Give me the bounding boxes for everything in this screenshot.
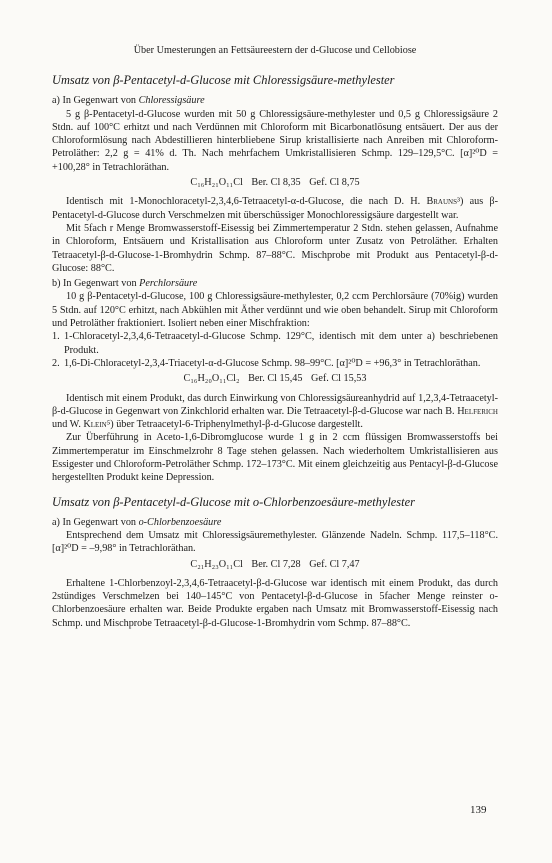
identity-b-text-2: und W. (52, 419, 81, 431)
identity-a-text-2: ³) aus β-Pentacetyl-d-Glucose durch Verschmelzen mit überschüssiger Monochloressigsäure dargestellt war. (52, 196, 498, 221)
author-brauns: Brauns (426, 196, 457, 208)
subsection-b-heading (52, 277, 498, 290)
paragraph-dibromglucose: Zur Überführung in Aceto-1,6-Dibromglucose wurde 1 g in 2 ccm flüssigen Bromwasserstoffs bei Zimmertemperatur im Einschmelzrohr 8 Tage stehen gelassen. Nach wiederholtem Umkristallisieren aus Essigester und Chloroform-Petroläther Schmp. 172–173°C. Mit einem gleichzeitig aus Pentacyl-β-d-Glucose hergestellten Produkt keine Depression. (52, 432, 498, 484)
identity-b-text-1: Identisch mit einem Produkt, das durch Einwirkung von Chloressigsäureanhydrid auf 1,2,3,4-Tetraacetyl-β-d-Glucose in Gegenwart von Zinkchlorid erhalten war. Die Tetraacetyl-β-d-Glucose war nach B. (52, 392, 498, 417)
subsection-2a-reagent: o-Chlorbenzoesäure (138, 516, 222, 528)
formula-2a (52, 558, 498, 571)
author-klein: Klein (83, 419, 107, 431)
formula-2a-calculated: Ber. Cl 7,28 (251, 558, 301, 570)
subsection-2a-heading (52, 516, 498, 529)
formula-a-calculated: Ber. Cl 8,35 (251, 177, 301, 189)
section-title-chlorbenzoe: Umsatz von β-Pentacetyl-d-Glucose mit o-Chlorbenzoesäure-methylester (52, 494, 415, 509)
page-number: 139 (470, 804, 487, 816)
list-item-2 (52, 357, 498, 370)
list-item-2-number: 2. (52, 357, 60, 369)
formula-a-found: Gef. Cl 8,75 (309, 177, 360, 189)
subsection-b-reagent: Perchlorsäure (139, 278, 198, 290)
formula-2a-found: Gef. Cl 7,47 (309, 558, 360, 570)
subsection-a-reagent: Chloressigsäure (138, 95, 205, 107)
subsection-a-heading (52, 94, 498, 107)
formula-b-compound: C₁₆H₂₀O₁₁Cl₂ (183, 373, 240, 385)
identity-a-text-1: Identisch mit 1-Monochloracetyl-2,3,4,6-Tetraacetyl-α-d-Glucose, die nach D. H. (66, 196, 421, 208)
list-item-1-text: 1-Chloracetyl-2,3,4,6-Tetraacetyl-d-Glucose Schmp. 129°C, identisch mit dem unter a) beschriebenen Produkt. (64, 331, 498, 356)
paragraph-identity-a (52, 195, 498, 222)
paragraph-b: 10 g β-Pentacetyl-d-Glucose, 100 g Chloressigsäure-methylester, 0,2 ccm Perchlorsäure (70%ig) wurden 5 Stdn. auf 120°C erhitzt, nach Abkühlen mit Äther verdünnt und wie oben behandelt. Sirup mit Chloroform und Petroläther fraktioniert. Isoliert neben einer Mischfraktion: (52, 291, 498, 330)
formula-b (52, 372, 498, 385)
running-head: Über Umesterungen an Fettsäureestern der d-Glucose und Cellobiose (133, 45, 417, 56)
page-body (52, 44, 498, 630)
list-item-1 (52, 330, 498, 357)
subsection-b-prefix: b) In Gegenwart von (52, 278, 140, 290)
identity-b-text-3: ⁵) über Tetraacetyl-6-Triphenylmethyl-β-d-Glucose dargestellt. (106, 419, 363, 431)
subsection-a-prefix: a) In Gegenwart von (52, 95, 139, 107)
formula-b-calculated: Ber. Cl 15,45 (248, 373, 303, 385)
formula-a-compound: C₁₆H₂₁O₁₁Cl (190, 177, 243, 189)
section-title-chloressig: Umsatz von β-Pentacetyl-d-Glucose mit Chloressigsäure-methylester (52, 73, 395, 88)
subsection-2a-prefix: a) In Gegenwart von (52, 516, 139, 528)
formula-2a-compound: C₂₁H₂₃O₁₁Cl (190, 558, 243, 570)
paragraph-a: 5 g β-Pentacetyl-d-Glucose wurden mit 50 g Chloressigsäure-methylester und 0,5 g Chloressigsäure 2 Stdn. auf 100°C erhitzt und nach Verdünnen mit Chloroform mit Bicarbonatlösung entsäuert. Der aus der Chloroformlösung nach Abdestillieren hinterbliebene Sirup kristallisierte nach Anreiben mit Chloroform-Petroläther: 2,2 g = 41% d. Th. Nach mehrfachem Umkristallisieren Schmp. 129–129,5°C. [α]²⁰D = +100,28° in Tetrachloräthan. (52, 108, 498, 173)
paragraph-identity-b (52, 392, 498, 432)
formula-b-found: Gef. Cl 15,53 (310, 373, 367, 385)
list-item-1-number: 1. (52, 331, 60, 343)
paragraph-2a: Entsprechend dem Umsatz mit Chloressigsäuremethylester. Glänzende Nadeln. Schmp. 117,5–118°C. [α]²⁰D = –9,98° in Tetrachloräthan. (52, 529, 498, 555)
paragraph-bromination: Mit 5fach r Menge Bromwasserstoff-Eisessig bei Zimmertemperatur 2 Stdn. stehen gelassen, Aufnahme in Chloroform, Entsäuern und Kristallisation aus Chloroform unter Zusatz von Petroläther. Erhalten Tetraacetyl-β-d-Glucose-1-Bromhydrin Schmp. 87–88°C. Mischprobe mit Produkt aus Pentacetyl-β-d-Glucose: 88°C. (52, 222, 498, 274)
list-item-2-text: 1,6-Di-Chloracetyl-2,3,4-Triacetyl-α-d-Glucose Schmp. 98–99°C. [α]²⁰D = +96,3° in Tetrachloräthan. (64, 357, 481, 369)
formula-a (52, 176, 498, 189)
author-helferich: Helferich (457, 405, 498, 417)
paragraph-2-result: Erhaltene 1-Chlorbenzoyl-2,3,4,6-Tetraacetyl-β-d-Glucose war identisch mit einem Produkt, das durch 2stündiges Verschmelzen bei 140–145°C von Pentacetyl-β-d-Glucose in 5facher Menge reinster o-Chlorbenzoesäure erhalten war. Beide Produkte ergaben nach Umsatz mit Bromwasserstoff-Eisessig nach Schmp. und Mischprobe Tetraacetyl-β-d-Glucose-1-Bromhydrin vom Schmp. 87–88°C. (52, 577, 498, 629)
